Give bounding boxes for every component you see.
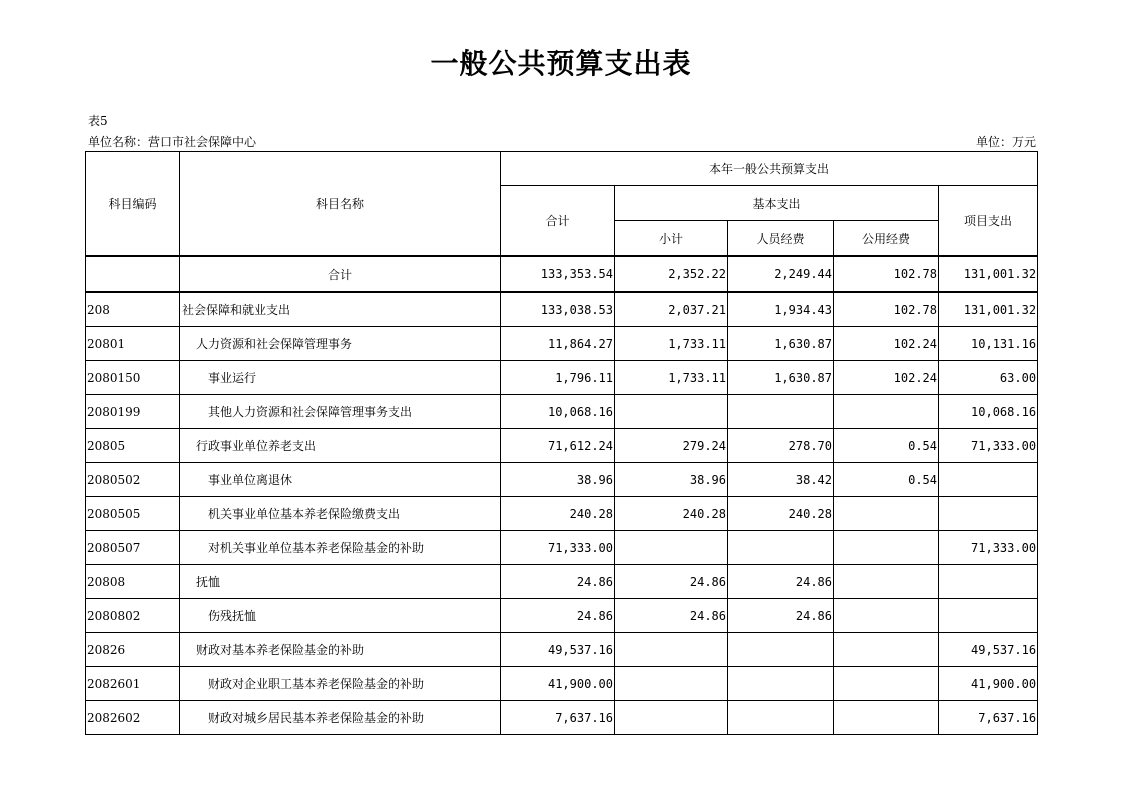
row-subtotal [615, 667, 728, 701]
table-row [86, 361, 1038, 395]
row-personnel: 1,630.87 [728, 361, 834, 395]
total-code-cell [86, 256, 180, 292]
total-public: 102.78 [834, 256, 939, 292]
budget-table [85, 151, 1038, 735]
header-public: 公用经费 [834, 221, 939, 257]
total-label: 合计 [180, 256, 501, 292]
row-project: 41,900.00 [939, 667, 1038, 701]
row-public: 0.54 [834, 429, 939, 463]
row-code: 2082602 [86, 701, 180, 735]
row-public [834, 497, 939, 531]
row-personnel [728, 395, 834, 429]
row-name: 对机关事业单位基本养老保险基金的补助 [180, 531, 501, 565]
row-total: 7,637.16 [501, 701, 615, 735]
row-project [939, 599, 1038, 633]
row-total: 10,068.16 [501, 395, 615, 429]
header-project: 项目支出 [939, 186, 1038, 257]
table-row [86, 667, 1038, 701]
row-personnel: 38.42 [728, 463, 834, 497]
row-public [834, 531, 939, 565]
table-row [86, 327, 1038, 361]
table-row [86, 429, 1038, 463]
row-project: 10,068.16 [939, 395, 1038, 429]
row-public: 102.78 [834, 292, 939, 327]
header-total: 合计 [501, 186, 615, 257]
row-total: 24.86 [501, 599, 615, 633]
page-title: 一般公共预算支出表 [430, 47, 692, 80]
row-personnel: 24.86 [728, 565, 834, 599]
row-personnel: 1,934.43 [728, 292, 834, 327]
header-personnel: 人员经费 [728, 221, 834, 257]
row-code: 20801 [86, 327, 180, 361]
row-subtotal: 38.96 [615, 463, 728, 497]
row-personnel [728, 633, 834, 667]
row-name: 行政事业单位养老支出 [180, 429, 501, 463]
row-project [939, 463, 1038, 497]
row-personnel [728, 531, 834, 565]
header-subtotal: 小计 [615, 221, 728, 257]
row-total: 71,333.00 [501, 531, 615, 565]
row-public [834, 565, 939, 599]
unit-label: 单位：万元 [975, 135, 1036, 149]
row-subtotal [615, 531, 728, 565]
row-total: 1,796.11 [501, 361, 615, 395]
row-code: 208 [86, 292, 180, 327]
header-name: 科目名称 [180, 152, 501, 257]
row-name: 事业单位离退休 [180, 463, 501, 497]
row-project: 63.00 [939, 361, 1038, 395]
row-name: 机关事业单位基本养老保险缴费支出 [180, 497, 501, 531]
row-project [939, 497, 1038, 531]
row-public [834, 599, 939, 633]
row-name: 抚恤 [180, 565, 501, 599]
row-subtotal: 2,037.21 [615, 292, 728, 327]
table-number: 表5 [88, 114, 108, 128]
row-public [834, 395, 939, 429]
row-name: 事业运行 [180, 361, 501, 395]
row-subtotal: 1,733.11 [615, 361, 728, 395]
table-row [86, 463, 1038, 497]
table-body [86, 256, 1038, 735]
total-row [86, 256, 1038, 292]
row-name: 伤残抚恤 [180, 599, 501, 633]
row-code: 2080507 [86, 531, 180, 565]
row-project: 10,131.16 [939, 327, 1038, 361]
row-total: 49,537.16 [501, 633, 615, 667]
table-row [86, 497, 1038, 531]
row-total: 133,038.53 [501, 292, 615, 327]
row-public: 102.24 [834, 327, 939, 361]
row-code: 2080802 [86, 599, 180, 633]
header-group: 本年一般公共预算支出 [501, 152, 1038, 186]
row-subtotal: 1,733.11 [615, 327, 728, 361]
row-public: 0.54 [834, 463, 939, 497]
table-row [86, 395, 1038, 429]
row-code: 2080505 [86, 497, 180, 531]
row-total: 240.28 [501, 497, 615, 531]
total-subtotal: 2,352.22 [615, 256, 728, 292]
row-code: 2082601 [86, 667, 180, 701]
row-subtotal: 24.86 [615, 565, 728, 599]
row-personnel: 278.70 [728, 429, 834, 463]
total-personnel: 2,249.44 [728, 256, 834, 292]
row-code: 20808 [86, 565, 180, 599]
row-public: 102.24 [834, 361, 939, 395]
row-total: 41,900.00 [501, 667, 615, 701]
row-code: 20826 [86, 633, 180, 667]
row-total: 11,864.27 [501, 327, 615, 361]
row-code: 2080502 [86, 463, 180, 497]
row-public [834, 701, 939, 735]
row-personnel: 1,630.87 [728, 327, 834, 361]
row-name: 人力资源和社会保障管理事务 [180, 327, 501, 361]
row-project: 49,537.16 [939, 633, 1038, 667]
row-total: 38.96 [501, 463, 615, 497]
row-code: 20805 [86, 429, 180, 463]
row-name: 社会保障和就业支出 [180, 292, 501, 327]
header-code: 科目编码 [86, 152, 180, 257]
row-total: 71,612.24 [501, 429, 615, 463]
row-personnel [728, 701, 834, 735]
row-code: 2080150 [86, 361, 180, 395]
row-project: 71,333.00 [939, 531, 1038, 565]
row-subtotal: 279.24 [615, 429, 728, 463]
row-subtotal: 24.86 [615, 599, 728, 633]
table-row [86, 599, 1038, 633]
row-name: 财政对基本养老保险基金的补助 [180, 633, 501, 667]
row-name: 财政对城乡居民基本养老保险基金的补助 [180, 701, 501, 735]
unit-name: 单位名称：营口市社会保障中心 [88, 135, 257, 149]
row-project: 131,001.32 [939, 292, 1038, 327]
table-header [86, 152, 1038, 257]
row-personnel: 240.28 [728, 497, 834, 531]
row-project: 7,637.16 [939, 701, 1038, 735]
table-row [86, 531, 1038, 565]
table-row [86, 565, 1038, 599]
header-basic: 基本支出 [615, 186, 939, 221]
row-project [939, 565, 1038, 599]
row-subtotal [615, 701, 728, 735]
table-row [86, 633, 1038, 667]
row-personnel [728, 667, 834, 701]
total-total: 133,353.54 [501, 256, 615, 292]
row-name: 财政对企业职工基本养老保险基金的补助 [180, 667, 501, 701]
row-subtotal: 240.28 [615, 497, 728, 531]
table-row [86, 292, 1038, 327]
row-public [834, 633, 939, 667]
row-subtotal [615, 395, 728, 429]
total-project: 131,001.32 [939, 256, 1038, 292]
table-row [86, 701, 1038, 735]
row-code: 2080199 [86, 395, 180, 429]
row-project: 71,333.00 [939, 429, 1038, 463]
row-subtotal [615, 633, 728, 667]
row-total: 24.86 [501, 565, 615, 599]
row-name: 其他人力资源和社会保障管理事务支出 [180, 395, 501, 429]
row-public [834, 667, 939, 701]
row-personnel: 24.86 [728, 599, 834, 633]
